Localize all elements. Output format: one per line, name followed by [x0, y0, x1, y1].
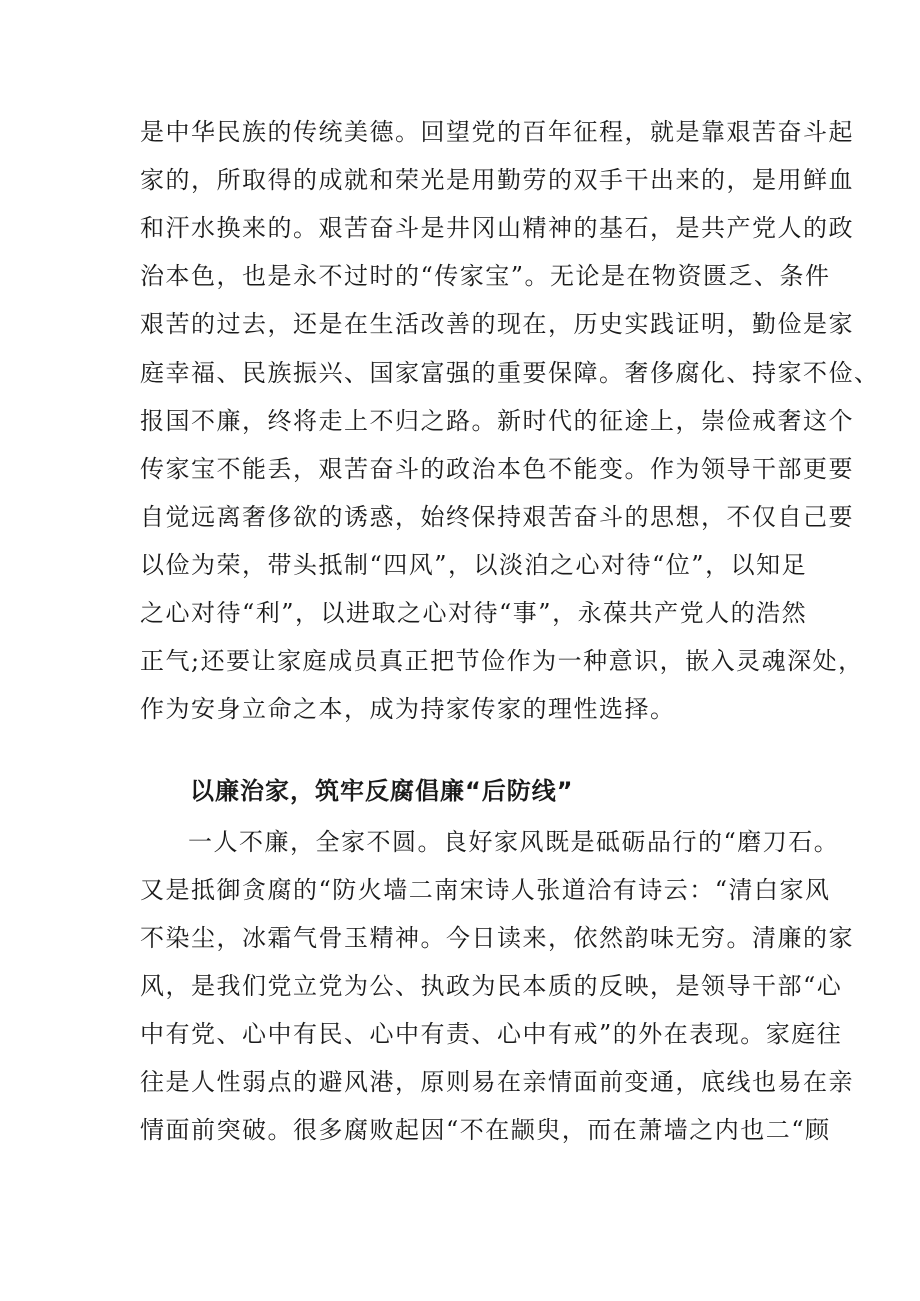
paragraph-1-line: 之心对待“利”，以进取之心对待“事”，永葆共产党人的浩然 [140, 599, 808, 627]
paragraph-2-line: 风，是我们党立党为公、执政为民本质的反映，是领导干部“心 [140, 972, 843, 1000]
paragraph-1-line: 作为安身立命之本，成为持家传家的理性选择。 [140, 695, 676, 723]
paragraph-2-line: 中有党、心中有民、心中有责、心中有戒”的外在表现。家庭往 [140, 1020, 843, 1048]
paragraph-1-line: 和汗水换来的。艰苦奋斗是井冈山精神的基石，是共产党人的政 [140, 214, 854, 242]
paragraph-1-line: 正气;还要让家庭成员真正把节俭作为一种意识，嵌入灵魂深处， [140, 647, 864, 675]
paragraph-2-line: 一人不廉，全家不圆。良好家风既是砥砺品行的“磨刀石。 [188, 828, 840, 856]
paragraph-2-line: 又是抵御贪腐的“防火墙二南宋诗人张道洽有诗云：“清白家风 [140, 876, 831, 904]
paragraph-1-line: 传家宝不能丢，艰苦奋斗的政治本色不能变。作为领导干部更要 [140, 455, 854, 483]
paragraph-2-line: 往是人性弱点的避风港，原则易在亲情面前变通，底线也易在亲 [140, 1068, 854, 1096]
section-heading: 以廉治家，筑牢反腐倡廉“后防线” [190, 777, 574, 805]
paragraph-1-line: 治本色，也是永不过时的“传家宝”。无论是在物资匮乏、条件 [140, 262, 831, 290]
paragraph-1-line: 艰苦的过去，还是在生活改善的现在，历史实践证明，勤俭是家 [140, 310, 854, 338]
paragraph-2-line: 不染尘，冰霜气骨玉精神。今日读来，依然韵味无穷。清廉的家 [140, 924, 854, 952]
paragraph-2-line: 情面前突破。很多腐败起因“不在颛臾，而在萧墙之内也二“顾 [140, 1116, 831, 1144]
paragraph-1-line: 以俭为荣，带头抵制“四风”，以淡泊之心对待“位”，以知足 [140, 551, 808, 579]
paragraph-1-line: 家的，所取得的成就和荣光是用勤劳的双手干出来的，是用鲜血 [140, 166, 854, 194]
paragraph-1-line: 庭幸福、民族振兴、国家富强的重要保障。奢侈腐化、持家不俭、 [140, 359, 880, 387]
paragraph-1-line: 自觉远离奢侈欲的诱惑，始终保持艰苦奋斗的思想，不仅自己要 [140, 503, 854, 531]
paragraph-1-line: 是中华民族的传统美德。回望党的百年征程，就是靠艰苦奋斗起 [140, 118, 854, 146]
paragraph-1-line: 报国不廉，终将走上不归之路。新时代的征途上，崇俭戒奢这个 [140, 407, 854, 435]
